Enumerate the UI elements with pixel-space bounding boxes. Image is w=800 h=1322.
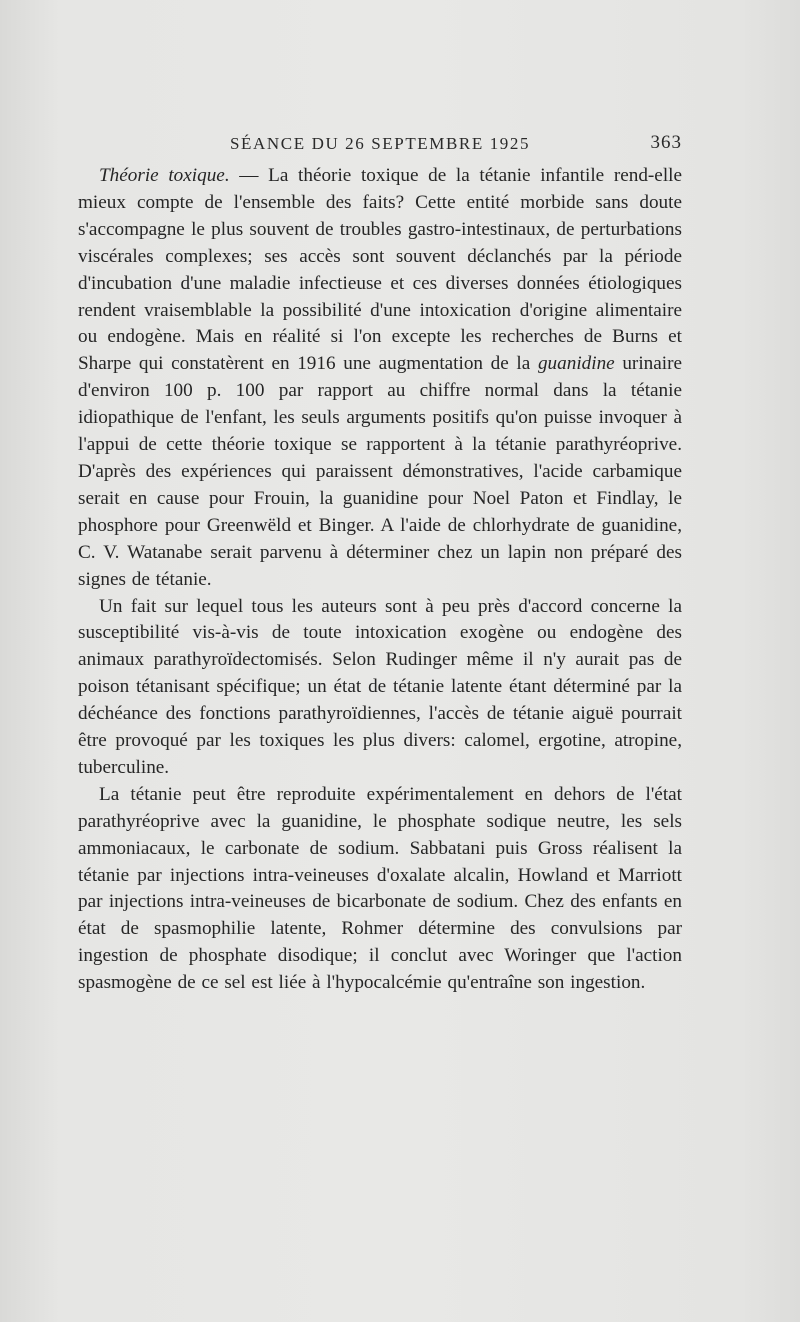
italic-term: guanidine	[537, 353, 615, 375]
paragraph-text: — La théorie toxique de la tétanie infantile rend-elle mieux compte de l'ensemble des faits? Cette entité morbide sans doute s'accompagne le plus souvent de troubles gastro-intestinaux, de perturbations viscérales complexes; ses accès sont souvent déclanchés par la période d'incubation d'une maladie infectieuse et ces diverses données étiologiques rendent vraisemblable la possibilité d'une intoxication d'origine alimentaire ou endogène. Mais en réalité si l'on excepte les recherches de Burns et Sharpe qui constatèrent en 1916 une augmentation de la	[78, 165, 682, 375]
paragraph-text: Un fait sur lequel tous les auteurs sont à peu près d'accord concerne la susceptibilité vis-à-vis de toute intoxication exogène ou endogène des animaux parathyroïdectomisés. Selon Rudinger même il n'y aurait pas de poison tétanisant spécifique; un état de tétanie latente étant déterminé par la déchéance des fonctions parathyroïdiennes, l'accès de tétanie aiguë pourrait être provoqué par les toxiques les plus divers: calomel, ergotine, atropine, tuberculine.	[78, 595, 682, 778]
running-head: SÉANCE DU 26 SEPTEMBRE 1925	[230, 134, 531, 153]
paragraph-susceptibilite	[78, 594, 682, 782]
page-number: 363	[650, 132, 682, 153]
paragraph-text: La tétanie peut être reproduite expérimentalement en dehors de l'état parathyréoprive avec la guanidine, le phosphate sodique neutre, les sels ammoniacaux, le carbonate de sodium. Sabbatani puis Gross réalisent la tétanie par injections intra-veineuses d'oxalate alcalin, Howland et Marriott par injections intra-veineuses de bicarbonate de sodium. Chez des enfants en état de spasmophilie latente, Rohmer détermine des convulsions par ingestion de phosphate disodique; il conclut avec Woringer que l'action spasmogène de ce sel est liée à l'hypocalcémie qu'entraîne son ingestion.	[78, 783, 682, 994]
body-text	[78, 163, 682, 997]
paragraph-reproduction-experimentale	[78, 782, 682, 997]
section-heading: Théorie toxique.	[99, 165, 230, 186]
paragraph-text-continued: urinaire d'environ 100 p. 100 par rapport au chiffre normal dans la tétanie idiopathique de l'enfant, les seuls arguments positifs qu'on puisse invoquer à l'appui de cette théorie toxique se rapportent à la tétanie parathyréoprive. D'après des expériences qui paraissent démonstratives, l'acide carbamique serait en cause pour Frouin, la guanidine pour Noel Paton et Findlay, le phosphore pour Greenwëld et Binger. A l'aide de chlorhydrate de guanidine, C. V. Watanabe serait parvenu à déterminer chez un lapin non préparé des signes de tétanie.	[78, 353, 682, 590]
page-header	[230, 130, 682, 160]
paragraph-theorie-toxique	[78, 163, 682, 594]
